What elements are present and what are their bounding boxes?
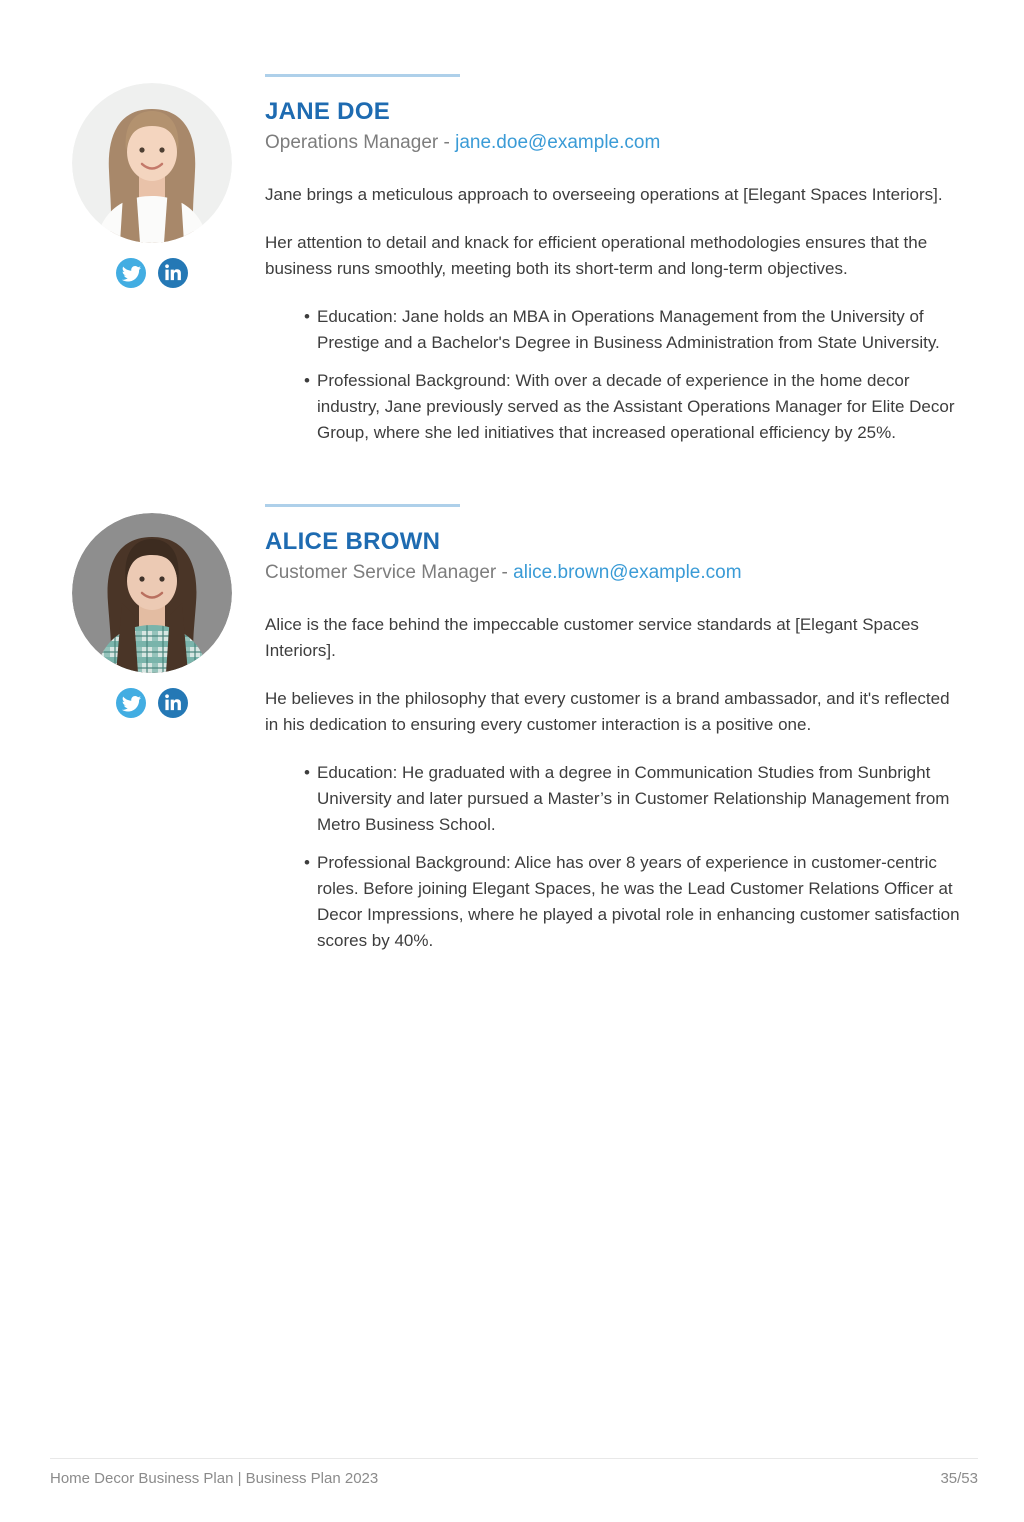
avatar-illustration [72, 513, 232, 673]
avatar-photo-alice [72, 513, 232, 673]
member-role: Customer Service Manager [265, 562, 497, 583]
member-bio-paragraph: Jane brings a meticulous approach to overseeing operations at [Elegant Spaces Interiors]. [265, 185, 943, 204]
member-bio-paragraph: Alice is the face behind the impeccable customer service standards at [Elegant Spaces Interiors]. [265, 615, 919, 660]
member-detail-list [265, 304, 962, 446]
member-role-line [265, 129, 962, 156]
profile-info-column [265, 74, 962, 458]
member-detail-item: • Education: Jane holds an MBA in Operations Management from the University of Prestige and a Bachelor's Degree in Business Administration from State University. [317, 304, 962, 356]
member-detail-item: • Education: He graduated with a degree in Communication Studies from Sunbright University and later pursued a Master’s in Customer Relationship Management from Metro Business School. [317, 760, 962, 838]
role-email-separator: - [501, 562, 508, 583]
member-name: ALICE BROWN [265, 528, 441, 555]
profile-section-alice [72, 504, 962, 966]
twitter-button[interactable] [116, 258, 146, 288]
linkedin-icon [158, 688, 188, 718]
linkedin-button[interactable] [158, 688, 188, 718]
member-email-link[interactable]: alice.brown@example.com [513, 562, 742, 583]
member-detail-list [265, 760, 962, 954]
profile-info-column [265, 504, 962, 966]
member-bio-paragraph: Her attention to detail and knack for efficient operational methodologies ensures that the business runs smoothly, meeting both its short-term and long-term objectives. [265, 233, 928, 278]
page-footer [50, 1458, 978, 1487]
profile-media-column [72, 74, 232, 458]
avatar-illustration [72, 83, 232, 243]
member-name: JANE DOE [265, 98, 391, 125]
linkedin-icon [158, 258, 188, 288]
profile-media-column [72, 504, 232, 966]
linkedin-button[interactable] [158, 258, 188, 288]
twitter-icon [116, 258, 146, 288]
role-email-separator: - [443, 132, 450, 153]
page-number: 35/53 [940, 1470, 978, 1487]
twitter-icon [116, 688, 146, 718]
avatar-photo-jane [72, 83, 232, 243]
social-links [116, 258, 188, 288]
profile-section-jane [72, 74, 962, 458]
member-role-line [265, 559, 962, 586]
member-detail-item: • Professional Background: With over a decade of experience in the home decor industry, Jane previously served as the Assistant Operations Manager for Elite Decor Group, where she led initiatives that increased operational efficiency by 25%. [317, 368, 962, 446]
member-role: Operations Manager [265, 132, 439, 153]
member-detail-item: • Professional Background: Alice has over 8 years of experience in customer-centric roles. Before joining Elegant Spaces, he was the Lead Customer Relations Officer at Decor Impressions, where he played a pivotal role in enhancing customer satisfaction scores by 40%. [317, 850, 962, 954]
social-links [116, 688, 188, 718]
member-email-link[interactable]: jane.doe@example.com [455, 132, 661, 153]
member-bio-paragraph: He believes in the philosophy that every customer is a brand ambassador, and it's reflected in his dedication to ensuring every customer interaction is a positive one. [265, 689, 950, 734]
accent-divider [265, 74, 460, 77]
footer-document-title: Home Decor Business Plan | Business Plan 2023 [50, 1470, 379, 1487]
accent-divider [265, 504, 460, 507]
twitter-button[interactable] [116, 688, 146, 718]
